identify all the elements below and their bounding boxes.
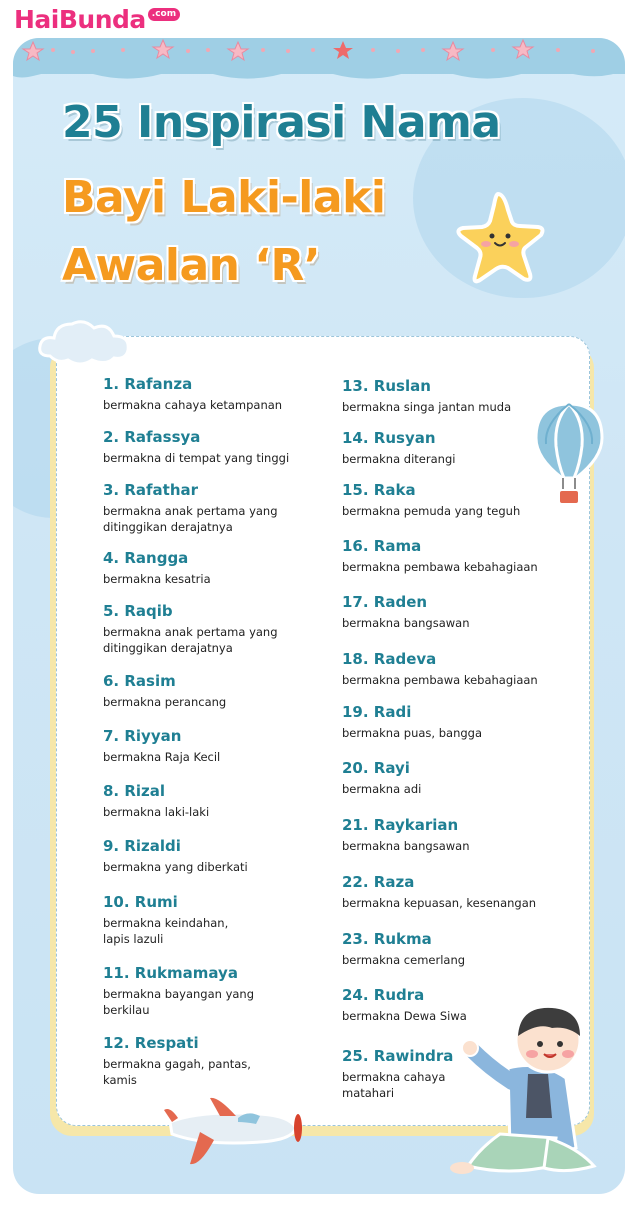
list-item	[103, 602, 283, 656]
list-item	[103, 964, 273, 1018]
name-meaning: bermakna Raja Kecil	[103, 750, 221, 764]
name-title: 11. Rukmamaya	[103, 964, 238, 982]
list-item	[103, 1034, 253, 1088]
name-title: 7. Riyyan	[103, 727, 182, 745]
name-title: 16. Rama	[342, 537, 422, 555]
haibunda-logo[interactable]	[14, 5, 180, 35]
name-meaning: bermakna cahaya ketampanan	[103, 398, 283, 412]
list-item	[342, 1047, 462, 1101]
hot-air-balloon-icon	[530, 400, 608, 512]
list-item	[342, 759, 572, 797]
list-item	[342, 650, 572, 688]
name-title: 24. Rudra	[342, 986, 425, 1004]
name-meaning: bermakna pembawa kebahagiaan	[342, 560, 538, 574]
list-item	[103, 672, 333, 710]
name-meaning: bermakna kesatria	[103, 572, 211, 586]
name-title: 20. Rayi	[342, 759, 410, 777]
star-garland-icon	[13, 38, 625, 78]
list-item	[103, 727, 333, 765]
name-meaning: bermakna bayangan yang berkilau	[103, 987, 255, 1017]
name-meaning: bermakna kepuasan, kesenangan	[342, 896, 537, 910]
title-line-3: Awalan ‘R’	[62, 240, 321, 291]
name-title: 4. Rangga	[103, 549, 189, 567]
name-title: 6. Rasim	[103, 672, 176, 690]
baby-boy-icon	[448, 998, 624, 1178]
name-meaning: bermakna cahaya matahari	[342, 1070, 446, 1100]
list-item	[342, 703, 572, 741]
name-title: 21. Raykarian	[342, 816, 459, 834]
name-title: 13. Ruslan	[342, 377, 431, 395]
name-meaning: bermakna yang diberkati	[103, 860, 248, 874]
list-item	[342, 593, 572, 631]
title-line-1: 25 Inspirasi Nama	[62, 97, 501, 148]
name-title: 1. Rafanza	[103, 375, 193, 393]
name-title: 23. Rukma	[342, 930, 432, 948]
name-title: 12. Respati	[103, 1034, 199, 1052]
title-line-2: Bayi Laki-laki	[62, 172, 386, 223]
name-meaning: bermakna perancang	[103, 695, 227, 709]
star-character-icon	[446, 190, 546, 286]
name-title: 3. Rafathar	[103, 481, 199, 499]
name-meaning: bermakna bangsawan	[342, 616, 470, 630]
list-item	[103, 837, 333, 875]
name-title: 14. Rusyan	[342, 429, 436, 447]
name-title: 22. Raza	[342, 873, 415, 891]
logo-suffix: .com	[148, 8, 180, 21]
name-meaning: bermakna puas, bangga	[342, 726, 483, 740]
list-item	[342, 537, 572, 575]
name-title: 15. Raka	[342, 481, 416, 499]
list-item	[103, 428, 333, 466]
name-title: 9. Rizaldi	[103, 837, 181, 855]
name-title: 5. Raqib	[103, 602, 173, 620]
name-meaning: bermakna singa jantan muda	[342, 400, 512, 414]
list-item	[103, 375, 333, 413]
name-meaning: bermakna diterangi	[342, 452, 456, 466]
airplane-icon	[160, 1088, 308, 1170]
name-meaning: bermakna pembawa kebahagiaan	[342, 673, 538, 687]
name-title: 17. Raden	[342, 593, 428, 611]
list-item	[342, 816, 572, 854]
name-meaning: bermakna pemuda yang teguh	[342, 504, 521, 518]
name-title: 19. Radi	[342, 703, 412, 721]
cloud-icon	[36, 316, 132, 368]
list-item	[103, 549, 333, 587]
name-meaning: bermakna laki-laki	[103, 805, 210, 819]
list-item	[103, 893, 253, 947]
name-title: 2. Rafassya	[103, 428, 201, 446]
list-item	[342, 873, 572, 911]
name-title: 10. Rumi	[103, 893, 178, 911]
list-item	[103, 481, 283, 535]
name-title: 25. Rawindra	[342, 1047, 454, 1065]
name-title: 18. Radeva	[342, 650, 437, 668]
name-meaning: bermakna anak pertama yang ditinggikan derajatnya	[103, 504, 278, 534]
name-meaning: bermakna gagah, pantas, kamis	[103, 1057, 251, 1087]
name-meaning: bermakna anak pertama yang ditinggikan derajatnya	[103, 625, 278, 655]
list-item	[103, 782, 333, 820]
name-meaning: bermakna bangsawan	[342, 839, 470, 853]
list-item	[342, 930, 572, 968]
name-meaning: bermakna cemerlang	[342, 953, 466, 967]
name-meaning: bermakna adi	[342, 782, 422, 796]
logo-text: HaiBunda	[14, 5, 146, 34]
name-meaning: bermakna Dewa Siwa	[342, 1009, 467, 1023]
name-meaning: bermakna di tempat yang tinggi	[103, 451, 290, 465]
name-title: 8. Rizal	[103, 782, 166, 800]
name-meaning: bermakna keindahan, lapis lazuli	[103, 916, 229, 946]
